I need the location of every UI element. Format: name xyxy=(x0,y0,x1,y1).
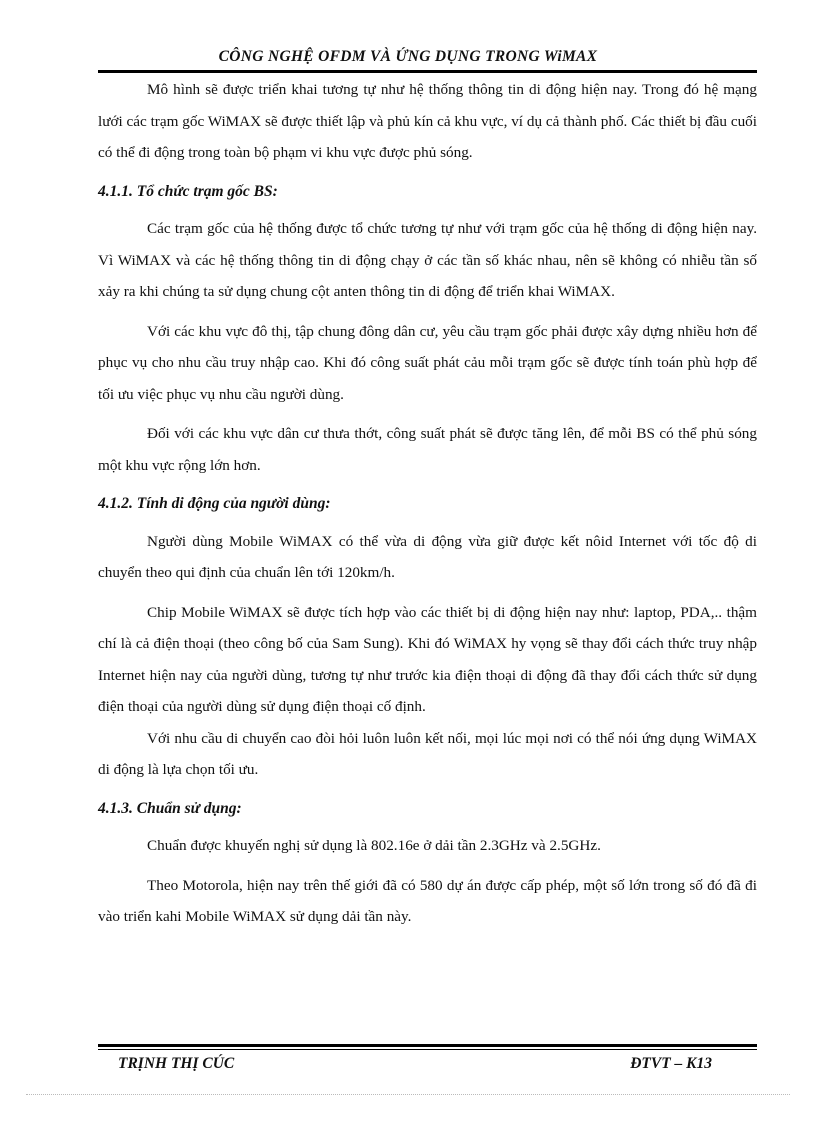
page-header-title: CÔNG NGHỆ OFDM VÀ ỨNG DỤNG TRONG WiMAX xyxy=(218,48,598,65)
paragraph: Các trạm gốc của hệ thống được tổ chức tương tự như với trạm gốc của hệ thống di động hiện nay. Vì WiMAX và các hệ thống thông tin di động chạy ở các tần số khác nhau, nên sẽ không có nhiễu tần số xảy ra khi chúng ta sử dụng chung cột anten thông tin di động để triển khai WiMAX. xyxy=(98,220,757,300)
section-heading: 4.1.2. Tính di động của người dùng: xyxy=(98,495,331,512)
footer-rule xyxy=(98,1044,757,1047)
footer-class-code: ĐTVT – K13 xyxy=(630,1055,712,1072)
section-heading: 4.1.3. Chuẩn sử dụng: xyxy=(98,799,242,817)
paragraph: Theo Motorola, hiện nay trên thế giới đã có 580 dự án được cấp phép, một số lớn trong số đó đã đi vào triển kahi Mobile WiMAX sử dụng dải tần này. xyxy=(98,876,757,925)
intro-paragraph: Mô hình sẽ được triển khai tương tự như hệ thống thông tin di động hiện nay. Trong đó hệ mạng lưới các trạm gốc WiMAX sẽ được thiết lập và phủ kín cả khu vực, ví dụ cả thành phố. Các thiết bị đầu cuối có thể đi động trong toàn bộ phạm vi khu vực được phủ sóng. xyxy=(98,81,757,161)
paragraph: Người dùng Mobile WiMAX có thể vừa di động vừa giữ được kết nôid Internet với tốc độ di chuyển theo qui định của chuẩn lên tới 120km/h. xyxy=(98,532,757,581)
paragraph: Với các khu vực đô thị, tập chung đông dân cư, yêu cầu trạm gốc phải được xây dựng nhiều hơn để phục vụ cho nhu cầu truy nhập cao. Khi đó công suất phát cảu mỗi trạm gốc sẽ được tính toán phù hợp để tối ưu việc phục vụ nhu cầu người dùng. xyxy=(98,322,757,403)
footer-author: TRỊNH THỊ CÚC xyxy=(118,1055,235,1072)
paragraph: Đối với các khu vực dân cư thưa thớt, công suất phát sẽ được tăng lên, để mỗi BS có thể phủ sóng một khu vực rộng lớn hơn. xyxy=(98,425,757,474)
page-bottom-border xyxy=(26,1094,790,1095)
header-rule xyxy=(98,70,757,73)
paragraph: Với nhu cầu di chuyển cao đòi hỏi luôn luôn kết nối, mọi lúc mọi nơi có thể nói ứng dụng WiMAX di động là lựa chọn tối ưu. xyxy=(98,729,757,778)
paragraph: Chuẩn được khuyến nghị sử dụng là 802.16e ở dải tần 2.3GHz và 2.5GHz. xyxy=(147,837,601,854)
document-body xyxy=(98,74,757,933)
paragraph: Chip Mobile WiMAX sẽ được tích hợp vào các thiết bị di động hiện nay như: laptop, PDA,.. thậm chí là cả điện thoại (theo công bố của Sam Sung). Khi đó WiMAX hy vọng sẽ thay đổi cách thức truy nhập Internet hiện nay của người dùng, tương tự như trước kia điện thoại di động đã thay đổi cách thức sử dụng điện thoại của người dùng sử dụng điện thoại cố định. xyxy=(98,603,757,715)
section-heading: 4.1.1. Tổ chức trạm gốc BS: xyxy=(98,182,278,200)
footer-rule-thin xyxy=(98,1049,757,1050)
